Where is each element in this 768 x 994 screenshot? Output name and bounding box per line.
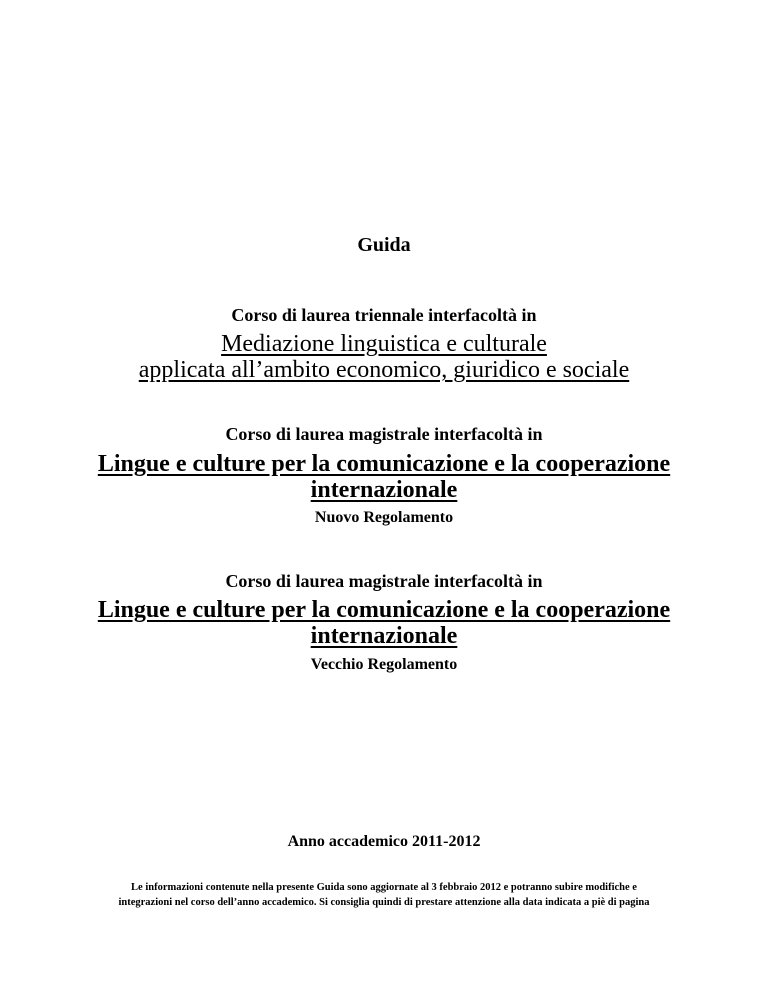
course-1-name-line-1: Mediazione linguistica e culturale	[221, 331, 547, 357]
disclaimer-line-2: integrazioni nel corso dell’anno accademico. Si consiglia quindi di prestare attenzione alla data indicata a piè di pagina	[118, 897, 650, 908]
course-1-name-line-2: applicata all’ambito economico, giuridico e sociale	[138, 357, 630, 383]
page-title: Guida	[357, 234, 411, 256]
course-3-name-line-2: internazionale	[310, 623, 458, 649]
course-2-regulation: Nuovo Regolamento	[314, 509, 454, 526]
course-2-name-line-2: internazionale	[310, 477, 458, 503]
course-1-intro: Corso di laurea triennale interfacoltà in	[231, 305, 537, 325]
course-2-name-line-1: Lingue e culture per la comunicazione e la cooperazione	[97, 451, 671, 477]
course-3-name-line-1: Lingue e culture per la comunicazione e la cooperazione	[97, 597, 671, 623]
course-3-regulation: Vecchio Regolamento	[310, 656, 458, 673]
course-2-intro: Corso di laurea magistrale interfacoltà in	[225, 424, 543, 444]
academic-year: Anno accademico 2011-2012	[287, 833, 481, 850]
course-3-intro: Corso di laurea magistrale interfacoltà in	[225, 571, 543, 591]
disclaimer-line-1: Le informazioni contenute nella presente Guida sono aggiornate al 3 febbraio 2012 e potranno subire modifiche e	[131, 882, 637, 893]
